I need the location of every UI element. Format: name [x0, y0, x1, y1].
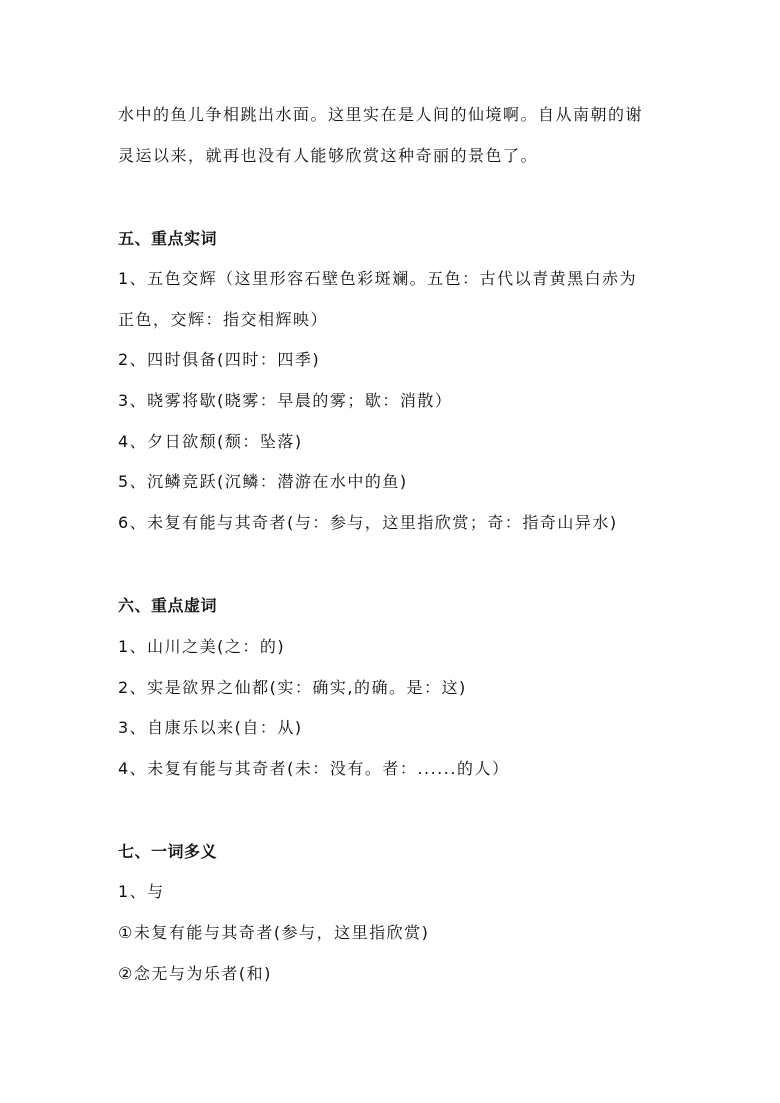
section-5-item-1: 1、五色交辉（这里形容石壁色彩斑斓。五色：古代以青黄黑白赤为: [118, 269, 638, 288]
section-5-item-5: 5、沉鳞竞跃(沉鳞：潜游在水中的鱼): [118, 472, 408, 491]
section-7-item-1-sense-2: ②念无与为乐者(和): [118, 964, 272, 983]
section-7-item-1-sense-1: ①未复有能与其奇者(参与，这里指欣赏): [118, 923, 430, 942]
section-6-item-2: 2、实是欲界之仙都(实：确实,的确。是：这): [118, 678, 467, 697]
section-7-title: 七、一词多义: [118, 842, 218, 861]
section-5-title: 五、重点实词: [118, 229, 218, 248]
section-5-item-1-cont: 正色，交辉：指交相辉映）: [118, 310, 329, 329]
section-5-item-2: 2、四时俱备(四时：四季): [118, 350, 321, 369]
section-6-item-3: 3、自康乐以来(自：从): [118, 718, 303, 737]
section-6-item-4: 4、未复有能与其奇者(未：没有。者：......的人）: [118, 759, 510, 778]
section-6-item-1: 1、山川之美(之：的): [118, 637, 286, 656]
section-6-title: 六、重点虚词: [118, 596, 218, 615]
intro-line-2: 灵运以来，就再也没有人能够欣赏这种奇丽的景色了。: [118, 146, 539, 165]
intro-line-1: 水中的鱼儿争相跳出水面。这里实在是人间的仙境啊。自从南朝的谢: [118, 105, 644, 124]
section-5-item-3: 3、晓雾将歇(晓雾：早晨的雾；歇：消散）: [118, 391, 453, 410]
section-5-item-4: 4、夕日欲颓(颓：坠落): [118, 432, 303, 451]
section-7-item-1: 1、与: [118, 882, 165, 901]
section-5-item-6: 6、未复有能与其奇者(与：参与，这里指欣赏；奇：指奇山异水): [118, 513, 618, 532]
